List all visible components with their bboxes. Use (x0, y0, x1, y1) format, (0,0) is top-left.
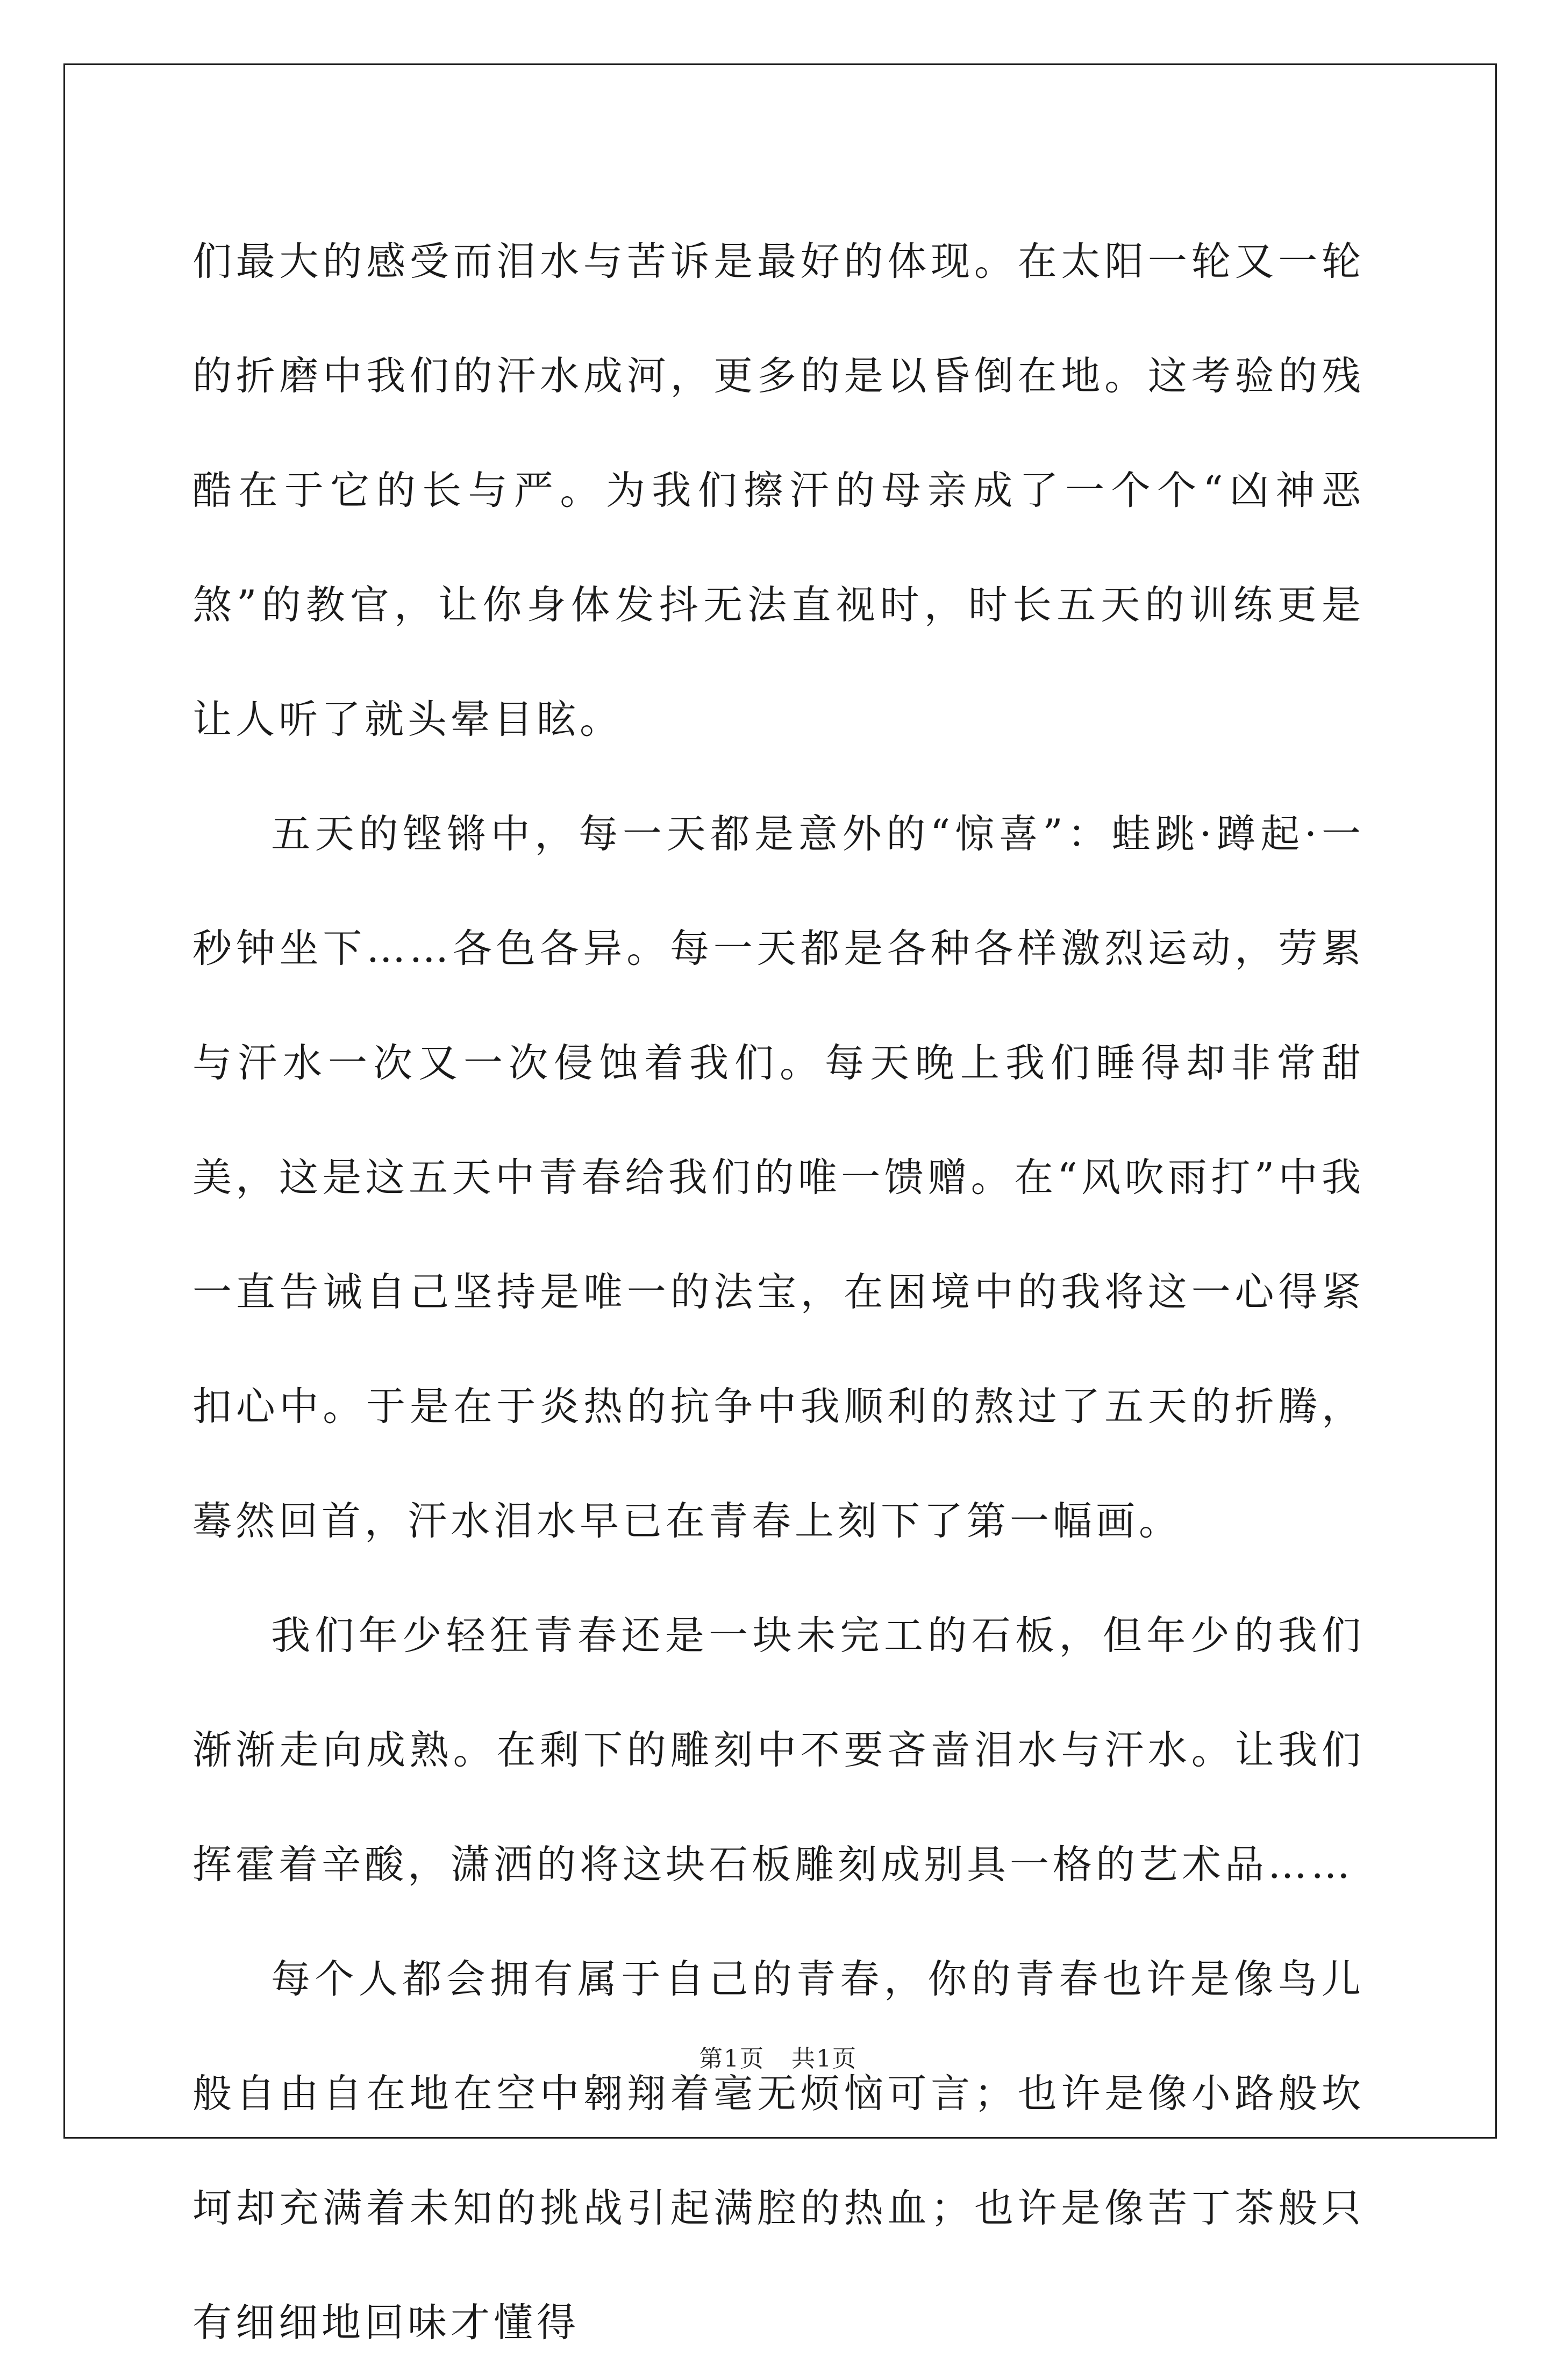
paragraph-4: 每个人都会拥有属于自己的青春，你的青春也许是像鸟儿般自由自在地在空中翱翔着毫无烦恼可言；也许是像小路般坎坷却充满着未知的挑战引起满腔的热血；也许是像苦丁茶般只有细细地回味才懂得 (192, 1956, 1365, 2346)
paragraph-2: 五天的铿锵中，每一天都是意外的“惊喜”：蛙跳·蹲起·一秒钟坐下……各色各异。每一天都是各种各样激烈运动，劳累与汗水一次又一次侵蚀着我们。每天晚上我们睡得却非常甜美，这是这五天中青春给我们的唯一馈赠。在“风吹雨打”中我一直告诫自己坚持是唯一的法宝，在困境中的我将这一心得紧扣心中。于是在于炎热的抗争中我顺利的熬过了五天的折腾，蓦然回首，汗水泪水早已在青春上刻下了第一幅画。 (192, 811, 1365, 1544)
page-number-label: 第1页 (699, 2045, 765, 2072)
paragraph-3: 我们年少轻狂青春还是一块未完工的石板，但年少的我们渐渐走向成熟。在剩下的雕刻中不要吝啬泪水与汗水。让我们挥霍着辛酸，潇洒的将这块石板雕刻成别具一格的艺术品…… (192, 1613, 1365, 1888)
page-footer (0, 2043, 1556, 2075)
total-pages-label: 共1页 (791, 2045, 857, 2072)
paragraph-1: 们最大的感受而泪水与苦诉是最好的体现。在太阳一轮又一轮的折磨中我们的汗水成河，更多的是以昏倒在地。这考验的残酷在于它的长与严。为我们擦汗的母亲成了一个个“凶神恶煞”的教官，让你身体发抖无法直视时，时长五天的训练更是让人听了就头晕目眩。 (192, 239, 1365, 742)
